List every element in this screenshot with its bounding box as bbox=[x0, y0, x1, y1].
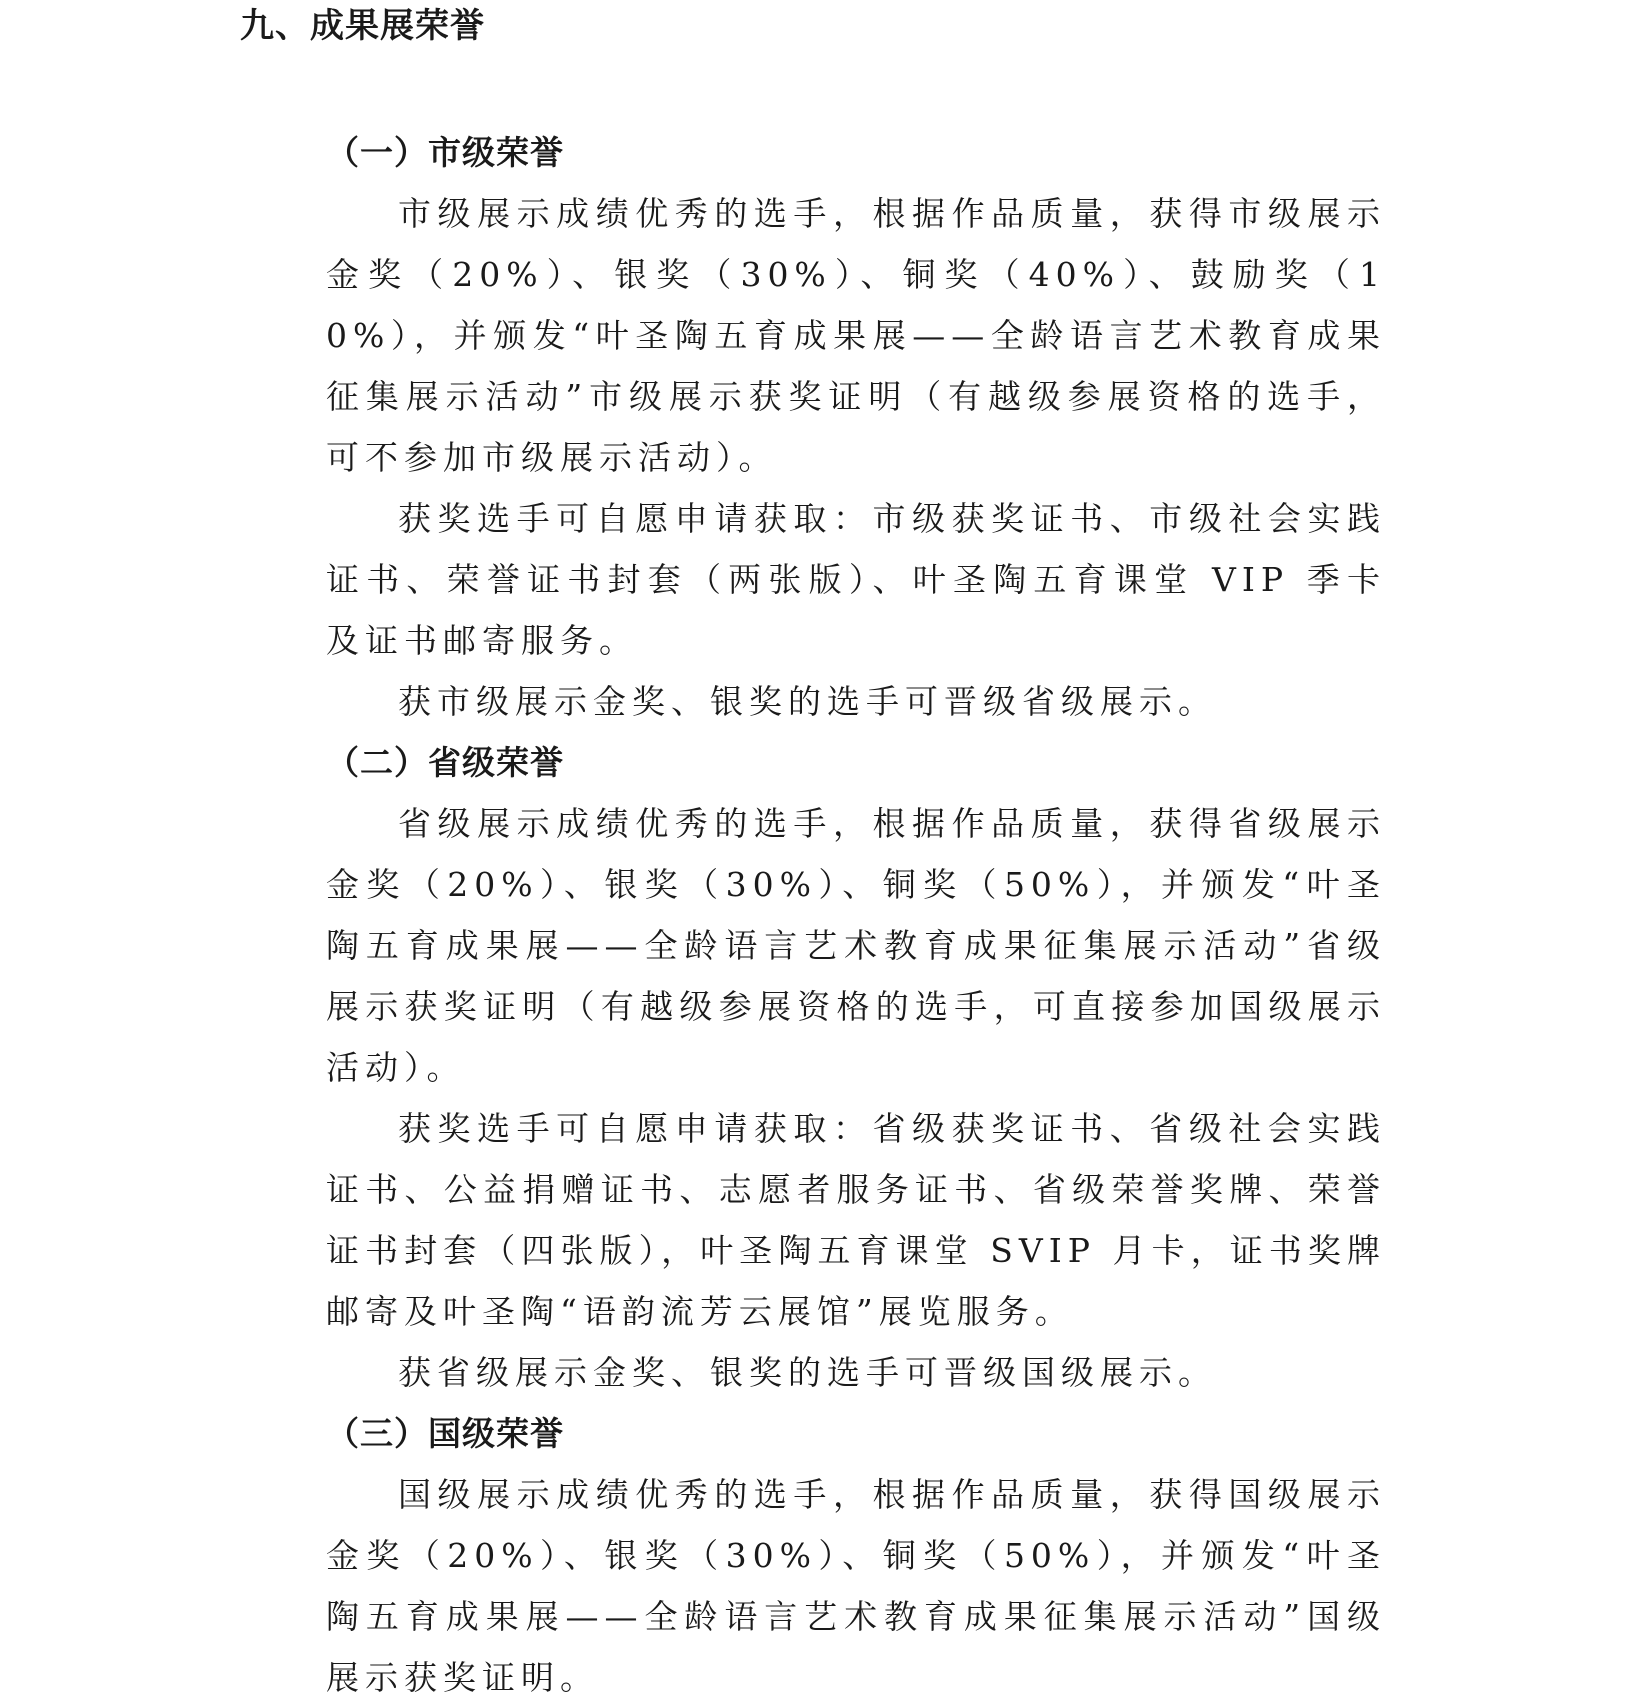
section-national-honors bbox=[326, 1403, 1386, 1708]
main-title: 九、成果展荣誉 bbox=[240, 6, 485, 46]
paragraph: 市级展示成绩优秀的选手，根据作品质量，获得市级展示金奖（20%）、银奖（30%）、铜奖（40%）、鼓励奖（10%），并颁发“叶圣陶五育成果展——全龄语言艺术教育成果征集展示活动”市级展示获奖证明（有越级参展资格的选手，可不参加市级展示活动）。 bbox=[326, 194, 1386, 477]
paragraph: 获奖选手可自愿申请获取：省级获奖证书、省级社会实践证书、公益捐赠证书、志愿者服务证书、省级荣誉奖牌、荣誉证书封套（四张版），叶圣陶五育课堂 SVIP 月卡，证书奖牌邮寄及叶圣陶“语韵流芳云展馆”展览服务。 bbox=[326, 1109, 1386, 1331]
section-heading: （三）国级荣誉 bbox=[326, 1414, 564, 1453]
section-heading: （二）省级荣誉 bbox=[326, 743, 564, 782]
paragraph: 省级展示成绩优秀的选手，根据作品质量，获得省级展示金奖（20%）、银奖（30%）、铜奖（50%），并颁发“叶圣陶五育成果展——全龄语言艺术教育成果征集展示活动”省级展示获奖证明（有越级参展资格的选手，可直接参加国级展示活动）。 bbox=[326, 804, 1386, 1087]
paragraph: 获市级展示金奖、银奖的选手可晋级省级展示。 bbox=[398, 682, 1217, 721]
document-body bbox=[326, 122, 1386, 1708]
section-provincial-honors bbox=[326, 732, 1386, 1403]
paragraph: 获奖选手可自愿申请获取：市级获奖证书、市级社会实践证书、荣誉证书封套（两张版）、叶圣陶五育课堂 VIP 季卡及证书邮寄服务。 bbox=[326, 499, 1386, 660]
section-heading: （一）市级荣誉 bbox=[326, 133, 564, 172]
paragraph: 获省级展示金奖、银奖的选手可晋级国级展示。 bbox=[398, 1353, 1217, 1392]
paragraph: 国级展示成绩优秀的选手，根据作品质量，获得国级展示金奖（20%）、银奖（30%）、铜奖（50%），并颁发“叶圣陶五育成果展——全龄语言艺术教育成果征集展示活动”国级展示获奖证明。 bbox=[326, 1475, 1386, 1697]
section-city-honors bbox=[326, 122, 1386, 732]
